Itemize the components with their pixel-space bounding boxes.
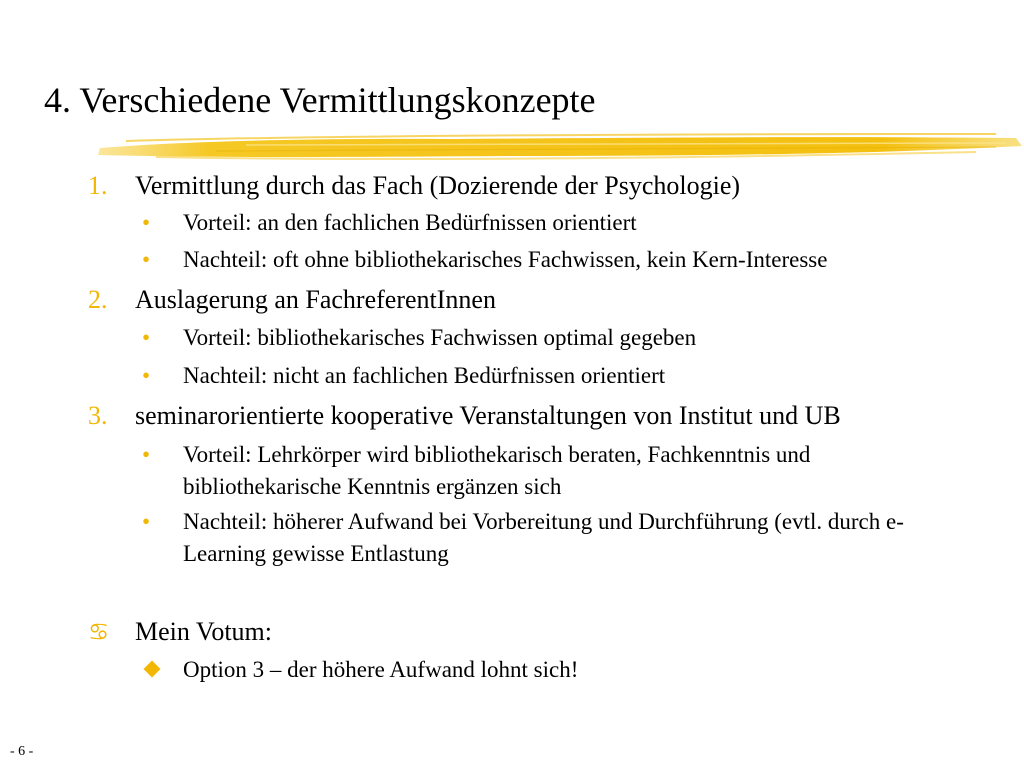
list-number: 1. xyxy=(88,171,108,200)
sub-item xyxy=(142,244,1002,276)
slide-title: 4. Verschiedene Vermittlungskonzepte xyxy=(44,80,596,120)
sub-item xyxy=(142,207,1002,239)
bullet-icon: • xyxy=(142,210,151,235)
votum-option xyxy=(142,654,578,686)
bullet-icon: • xyxy=(142,442,151,467)
page-number: - 6 - xyxy=(10,744,34,759)
sub-item xyxy=(142,322,1002,354)
list-item-2 xyxy=(88,284,496,316)
diamond-bullet-icon xyxy=(144,661,161,678)
votum-label: Mein Votum: xyxy=(135,617,273,646)
sub-item-text: Vorteil: bibliothekarisches Fachwissen optimal gegeben xyxy=(183,325,697,350)
sub-item-text: Vorteil: an den fachlichen Bedürfnissen orientiert xyxy=(183,210,637,235)
list-number: 2. xyxy=(88,285,108,314)
votum-heading xyxy=(88,616,272,648)
yellow-brush-stroke xyxy=(96,128,1024,164)
sub-item-text: Nachteil: nicht an fachlichen Bedürfnissen orientiert xyxy=(183,363,666,388)
sub-item-text: Vorteil: Lehrkörper wird bibliothekarisch beraten, Fachkenntnis und bibliothekarische Kenntnis ergänzen sich xyxy=(183,442,811,499)
bullet-icon: • xyxy=(142,509,151,534)
cancer-sign-icon: ♋ xyxy=(88,618,110,646)
votum-option-text: Option 3 – der höhere Aufwand lohnt sich! xyxy=(183,657,579,682)
sub-item-text: Nachteil: oft ohne bibliothekarisches Fachwissen, kein Kern-Interesse xyxy=(183,247,828,272)
bullet-icon: • xyxy=(142,363,151,388)
bullet-icon: • xyxy=(142,247,151,272)
list-item-3 xyxy=(88,400,841,432)
list-item-1 xyxy=(88,170,740,202)
sub-item xyxy=(142,506,962,570)
bullet-icon: • xyxy=(142,325,151,350)
sub-item xyxy=(142,360,1002,392)
list-item-text: seminarorientierte kooperative Veranstaltungen von Institut und UB xyxy=(135,401,841,430)
list-item-text: Vermittlung durch das Fach (Dozierende der Psychologie) xyxy=(135,171,741,200)
list-number: 3. xyxy=(88,401,108,430)
sub-item-text: Nachteil: höherer Aufwand bei Vorbereitung und Durchführung (evtl. durch e-Learning gewisse Entlastung xyxy=(183,509,904,566)
sub-item xyxy=(142,439,962,503)
list-item-text: Auslagerung an FachreferentInnen xyxy=(135,285,496,314)
